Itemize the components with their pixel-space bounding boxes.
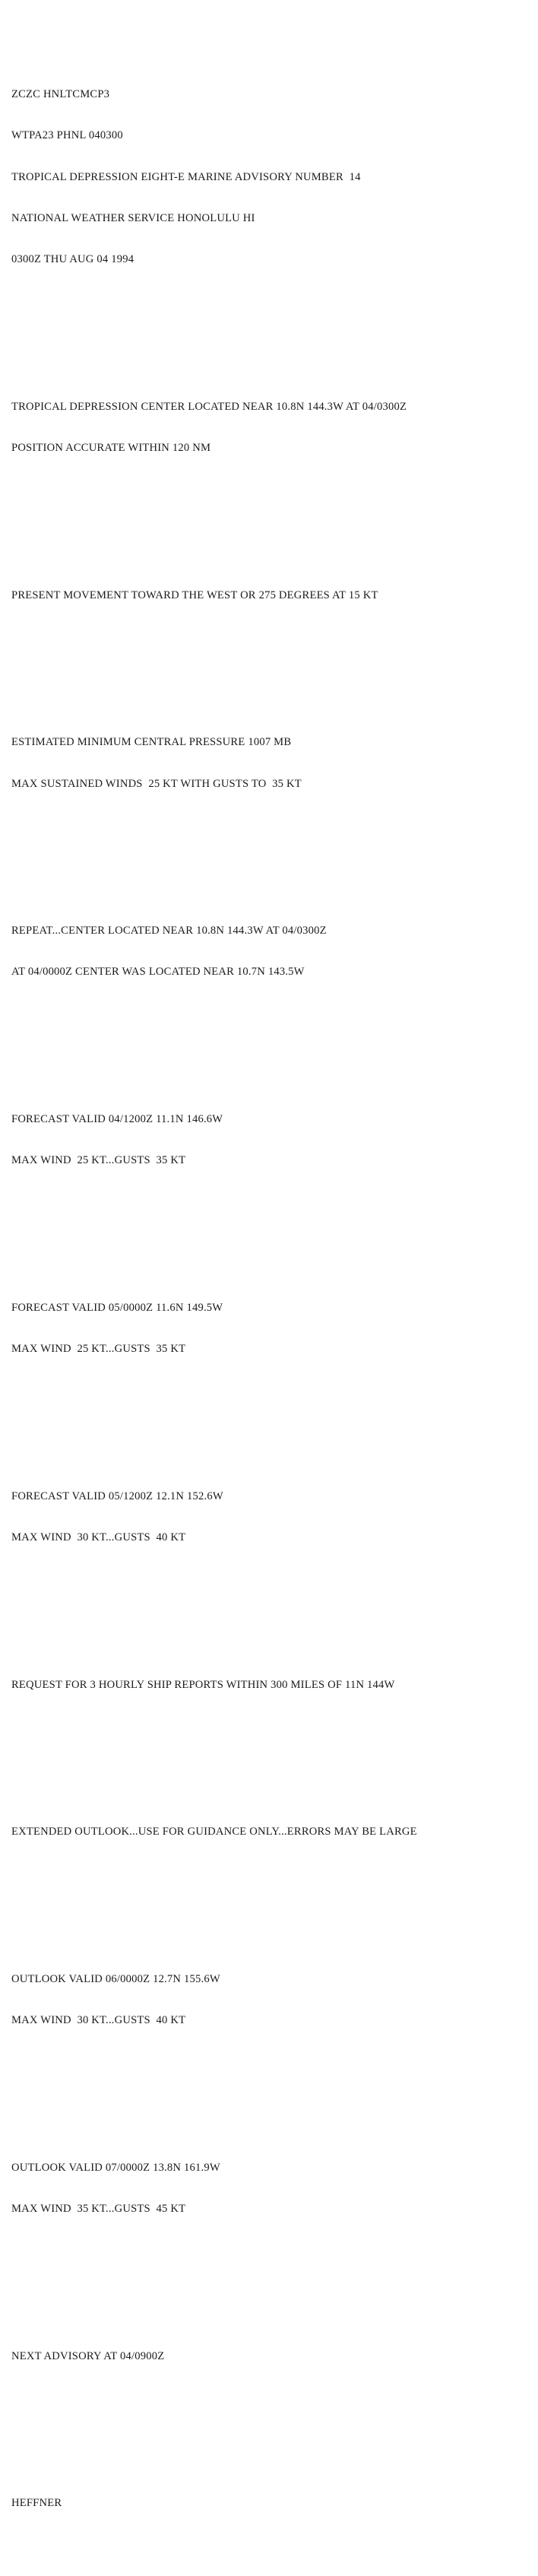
signature-block [11, 2470, 528, 2536]
ship-request-line: REQUEST FOR 3 HOURLY SHIP REPORTS WITHIN 300 MILES OF 11N 144W [11, 1678, 395, 1691]
paragraph-gap [11, 2080, 528, 2095]
outlook-block [11, 1946, 528, 2054]
forecaster-signature: HEFFNER [11, 2497, 62, 2510]
marine-advisory-text [11, 22, 528, 2576]
forecast-line: FORECAST VALID 05/1200Z 12.1N 152.6W [11, 1489, 223, 1502]
forecast-line: MAX WIND 25 KT...GUSTS 35 KT [11, 1343, 186, 1356]
paragraph-gap [11, 655, 528, 670]
intensity-line: ESTIMATED MINIMUM CENTRAL PRESSURE 1007 MB [11, 736, 292, 749]
position-block [11, 373, 528, 482]
forecast-block [11, 1274, 528, 1383]
repeat-line: AT 04/0000Z CENTER WAS LOCATED NEAR 10.7N 143.5W [11, 966, 305, 979]
movement-line: PRESENT MOVEMENT TOWARD THE WEST OR 275 DEGREES AT 15 KT [11, 588, 378, 601]
repeat-line: REPEAT...CENTER LOCATED NEAR 10.8N 144.3W AT 04/0300Z [11, 925, 327, 937]
next-advisory-line: NEXT ADVISORY AT 04/0900Z [11, 2349, 165, 2362]
outlook-line: OUTLOOK VALID 07/0000Z 13.8N 161.9W [11, 2161, 220, 2174]
forecast-line: FORECAST VALID 05/0000Z 11.6N 149.5W [11, 1301, 223, 1314]
forecast-line: FORECAST VALID 04/1200Z 11.1N 146.6W [11, 1113, 223, 1126]
forecast-line: MAX WIND 30 KT...GUSTS 40 KT [11, 1531, 186, 1544]
paragraph-gap [11, 1032, 528, 1047]
paragraph-gap [11, 1597, 528, 1612]
ship-request-block [11, 1651, 528, 1718]
header-line: WTPA23 PHNL 040300 [11, 129, 123, 142]
movement-block [11, 562, 528, 629]
paragraph-gap [11, 507, 528, 522]
issuing-office: NATIONAL WEATHER SERVICE HONOLULU HI [11, 211, 255, 224]
paragraph-gap [11, 1220, 528, 1236]
paragraph-gap [11, 1409, 528, 1424]
header-block [11, 61, 528, 293]
outlook-line: OUTLOOK VALID 06/0000Z 12.7N 155.6W [11, 1972, 220, 1985]
position-line: TROPICAL DEPRESSION CENTER LOCATED NEAR 10.8N 144.3W AT 04/0300Z [11, 400, 407, 413]
next-advisory-block [11, 2323, 528, 2390]
paragraph-gap [11, 1744, 528, 1759]
forecast-line: MAX WIND 25 KT...GUSTS 35 KT [11, 1154, 186, 1167]
paragraph-gap [11, 1892, 528, 1907]
repeat-block [11, 897, 528, 1006]
forecast-block [11, 1086, 528, 1194]
extended-outlook-block [11, 1798, 528, 1865]
issue-time: 0300Z THU AUG 04 1994 [11, 253, 134, 266]
intensity-line: MAX SUSTAINED WINDS 25 KT WITH GUSTS TO 35 KT [11, 777, 302, 790]
outlook-line: MAX WIND 35 KT...GUSTS 45 KT [11, 2203, 186, 2216]
paragraph-gap [11, 843, 528, 858]
position-line: POSITION ACCURATE WITHIN 120 NM [11, 442, 211, 455]
intensity-block [11, 709, 528, 817]
outlook-block [11, 2134, 528, 2243]
forecast-block [11, 1463, 528, 1572]
paragraph-gap [11, 2416, 528, 2431]
advisory-title: TROPICAL DEPRESSION EIGHT-E MARINE ADVISORY NUMBER 14 [11, 170, 361, 183]
paragraph-gap [11, 319, 528, 334]
header-line: ZCZC HNLTCMCP3 [11, 88, 110, 100]
extended-outlook-line: EXTENDED OUTLOOK...USE FOR GUIDANCE ONLY...ERRORS MAY BE LARGE [11, 1826, 417, 1838]
paragraph-gap [11, 2268, 528, 2283]
outlook-line: MAX WIND 30 KT...GUSTS 40 KT [11, 2014, 186, 2027]
